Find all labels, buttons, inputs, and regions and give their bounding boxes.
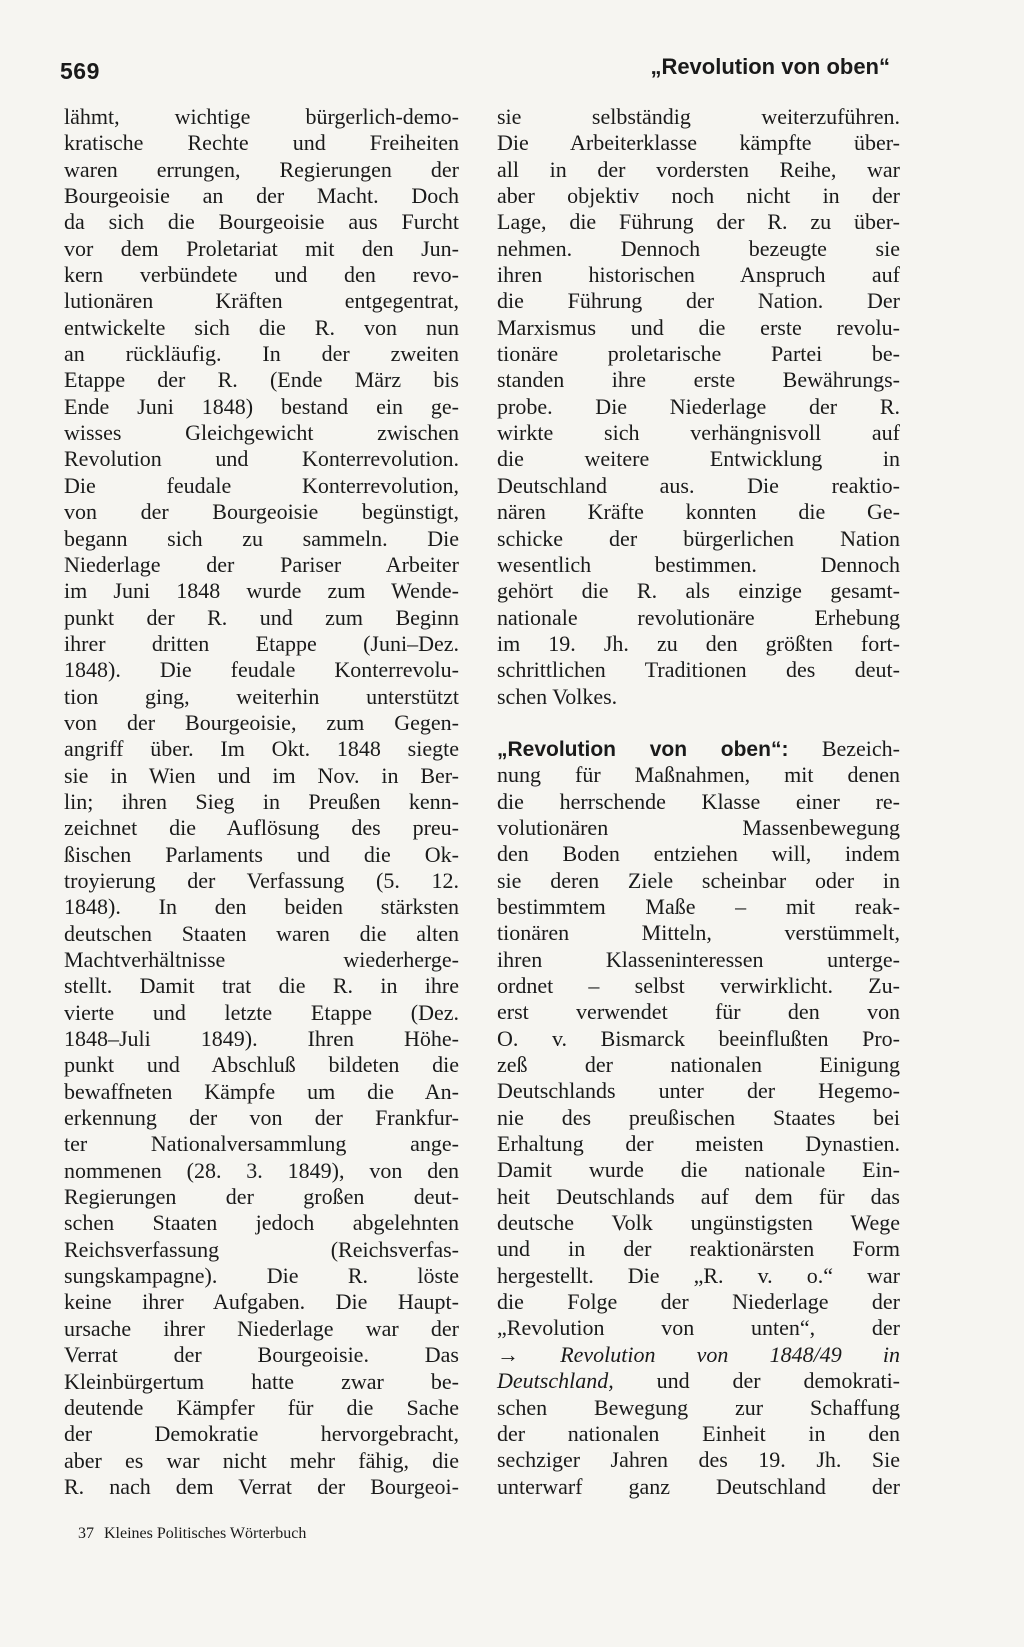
entry-headword: „Revolution von oben“: (497, 737, 789, 761)
text-line: Bourgeoisie an der Macht. Doch (64, 183, 459, 209)
text-line: all in der vordersten Reihe, war (497, 156, 900, 182)
crossref-link[interactable]: Revolution von 1848/49 in (560, 1341, 901, 1367)
text-line: sie in Wien und im Nov. in Ber- (64, 762, 459, 788)
paragraph-gap (497, 710, 900, 736)
text-line: 1848). Die feudale Konterrevolu- (64, 657, 459, 683)
text-line: und in der reaktionärsten Form (497, 1236, 900, 1262)
text-line: sungskampagne). Die R. löste (64, 1263, 459, 1289)
text-line: Deutschlands unter der Hegemo- (497, 1078, 900, 1104)
text-line: wesentlich bestimmen. Dennoch (497, 551, 900, 577)
entry-first-line (497, 736, 900, 762)
text-line: Etappe der R. (Ende März bis (64, 367, 459, 393)
text-line: die Führung der Nation. Der (497, 288, 900, 314)
text-line: Kleinbürgertum hatte zwar be- (64, 1368, 459, 1394)
text-line: nationale revolutionäre Erhebung (497, 604, 900, 630)
text-line: nie des preußischen Staates bei (497, 1104, 900, 1130)
text-line: sie deren Ziele scheinbar oder in (497, 867, 900, 893)
text-line: im 19. Jh. zu den größten fort- (497, 630, 900, 656)
text-line: zeß der nationalen Einigung (497, 1052, 900, 1078)
text-line: wirkte sich verhängnisvoll auf (497, 420, 900, 446)
text-line: heit Deutschlands auf dem für das (497, 1183, 900, 1209)
text-line: nehmen. Dennoch bezeugte sie (497, 235, 900, 261)
text-line: ter Nationalversammlung ange- (64, 1131, 459, 1157)
text-line: O. v. Bismarck beeinflußten Pro- (497, 1025, 900, 1051)
text-line: vor dem Proletariat mit den Jun- (64, 235, 459, 261)
text-line: lutionären Kräften entgegentrat, (64, 288, 459, 314)
text-line: troyierung der Verfassung (5. 12. (64, 867, 459, 893)
text-line: den Boden entziehen will, indem (497, 841, 900, 867)
text-line: entwickelte sich die R. von nun (64, 314, 459, 340)
text-line: der Demokratie hervorgebracht, (64, 1421, 459, 1447)
text-line: Revolution und Konterrevolution. (64, 446, 459, 472)
text-line: Machtverhältnisse wiederherge- (64, 947, 459, 972)
text-line: 1848). In den beiden stärksten (64, 894, 459, 920)
text-line: gehört die R. als einzige gesamt- (497, 578, 900, 604)
left-column (64, 104, 459, 1500)
entry-first-line-rest: Bezeich- (821, 735, 900, 761)
text-line: tion ging, weiterhin unterstützt (64, 683, 459, 709)
book-title: Kleines Politisches Wörterbuch (104, 1525, 307, 1542)
text-line: tionäre proletarische Partei be- (497, 341, 900, 367)
text-line: erst verwendet für den von (497, 999, 900, 1025)
text-line: sechziger Jahren des 19. Jh. Sie (497, 1447, 900, 1473)
crossref-line (497, 1342, 900, 1368)
text-line: Niederlage der Pariser Arbeiter (64, 551, 459, 577)
text-line: Deutschland aus. Die reaktio- (497, 472, 900, 498)
text-line: probe. Die Niederlage der R. (497, 393, 900, 419)
footer (78, 1525, 306, 1543)
text-line: der nationalen Einheit in den (497, 1420, 900, 1446)
text-line: ordnet – selbst verwirklicht. Zu- (497, 973, 900, 998)
text-line: ihren historischen Anspruch auf (497, 262, 900, 288)
text-line: tionären Mitteln, verstümmelt, (497, 920, 900, 946)
text-line: schen Volkes. (497, 683, 618, 709)
text-line: ihrer dritten Etappe (Juni–Dez. (64, 630, 459, 656)
text-line: bestimmtem Maße – mit reak- (497, 893, 900, 919)
text-line: deutsche Volk ungünstigsten Wege (497, 1210, 900, 1236)
text-line: nung für Maßnahmen, mit denen (497, 762, 900, 788)
crossref-link-cont[interactable]: Deutschland, (497, 1368, 614, 1394)
text-line: die weitere Entwicklung in (497, 446, 900, 472)
text-line: „Revolution von unten“, der (497, 1315, 900, 1341)
text-line: von der Bourgeoisie begünstigt, (64, 499, 459, 525)
text-line: kratische Rechte und Freiheiten (64, 130, 459, 156)
text-line: aber es war nicht mehr fähig, die (64, 1447, 459, 1473)
text-line: lähmt, wichtige bürgerlich-demo- (64, 104, 459, 129)
text-line: an rückläufig. In der zweiten (64, 341, 459, 367)
text-line: Ende Juni 1848) bestand ein ge- (64, 393, 459, 419)
text-line: R. nach dem Verrat der Bourgeoi- (64, 1473, 459, 1499)
text-line: punkt der R. und zum Beginn (64, 604, 459, 630)
text-line: Die feudale Konterrevolution, (64, 472, 459, 498)
text-line: deutende Kämpfer für die Sache (64, 1394, 459, 1420)
text-line: schrittlichen Traditionen des deut- (497, 657, 900, 683)
text-line: unterwarf ganz Deutschland der (497, 1473, 900, 1499)
text-line: waren errungen, Regierungen der (64, 156, 459, 182)
running-head: „Revolution von oben“ (650, 54, 890, 79)
text-line: volutionären Massenbewegung (497, 814, 900, 840)
page-number: 569 (60, 58, 100, 84)
text-line: ßischen Parlaments und die Ok- (64, 841, 459, 867)
text-line: im Juni 1848 wurde zum Wende- (64, 578, 459, 604)
text-line: Lage, die Führung der R. zu über- (497, 209, 900, 235)
text-line: stellt. Damit trat die R. in ihre (64, 973, 459, 999)
text-line: die herrschende Klasse einer re- (497, 788, 900, 814)
text-line: lin; ihren Sieg in Preußen kenn- (64, 788, 459, 814)
text-line: nommenen (28. 3. 1849), von den (64, 1157, 459, 1183)
text-line: schen Bewegung zur Schaffung (497, 1394, 900, 1420)
text-line: nären Kräfte konnten die Ge- (497, 499, 900, 525)
text-line: punkt und Abschluß bildeten die (64, 1052, 459, 1078)
text-line: ursache ihrer Niederlage war der (64, 1315, 459, 1341)
text-line: Marxismus und die erste revolu- (497, 314, 900, 340)
text-line: zeichnet die Auflösung des preu- (64, 815, 459, 841)
text-line: wisses Gleichgewicht zwischen (64, 420, 459, 446)
text-line: die Folge der Niederlage der (497, 1289, 900, 1315)
text-line: bewaffneten Kämpfe um die An- (64, 1078, 459, 1104)
text-line: begann sich zu sammeln. Die (64, 525, 459, 551)
text-line: schicke der bürgerlichen Nation (497, 525, 900, 551)
sheet-number: 37 (78, 1525, 94, 1542)
text-line: angriff über. Im Okt. 1848 siegte (64, 736, 459, 762)
text-line: sie selbständig weiterzuführen. (497, 104, 900, 129)
right-column (497, 104, 900, 1500)
text-line: Damit wurde die nationale Ein- (497, 1157, 900, 1183)
text-line: Erhaltung der meisten Dynastien. (497, 1131, 900, 1157)
text-line: von der Bourgeoisie, zum Gegen- (64, 709, 459, 735)
text-line: da sich die Bourgeoisie aus Furcht (64, 209, 459, 235)
text-line: Regierungen der großen deut- (64, 1184, 459, 1210)
text-line: erkennung der von der Frankfur- (64, 1105, 459, 1131)
text-line: kern verbündete und den revo- (64, 262, 459, 288)
text-line: Die Arbeiterklasse kämpfte über- (497, 130, 900, 156)
text-line: Reichsverfassung (Reichsverfas- (64, 1236, 459, 1262)
crossref-line-2 (497, 1368, 900, 1394)
text-line: standen ihre erste Bewährungs- (497, 367, 900, 393)
text-line: hergestellt. Die „R. v. o.“ war (497, 1262, 900, 1288)
text-line: Verrat der Bourgeoisie. Das (64, 1342, 459, 1368)
text-line: 1848–Juli 1849). Ihren Höhe- (64, 1026, 459, 1052)
text-line: schen Staaten jedoch abgelehnten (64, 1210, 459, 1236)
text-line: aber objektiv noch nicht in der (497, 183, 900, 209)
text-line: deutschen Staaten waren die alten (64, 920, 459, 946)
text-line: ihren Klasseninteressen unterge- (497, 946, 900, 972)
crossref-arrow-icon: → (497, 1341, 519, 1367)
crossref-line-rest: und der demokrati- (656, 1368, 901, 1394)
text-line: vierte und letzte Etappe (Dez. (64, 999, 459, 1025)
text-line: keine ihrer Aufgaben. Die Haupt- (64, 1289, 459, 1315)
